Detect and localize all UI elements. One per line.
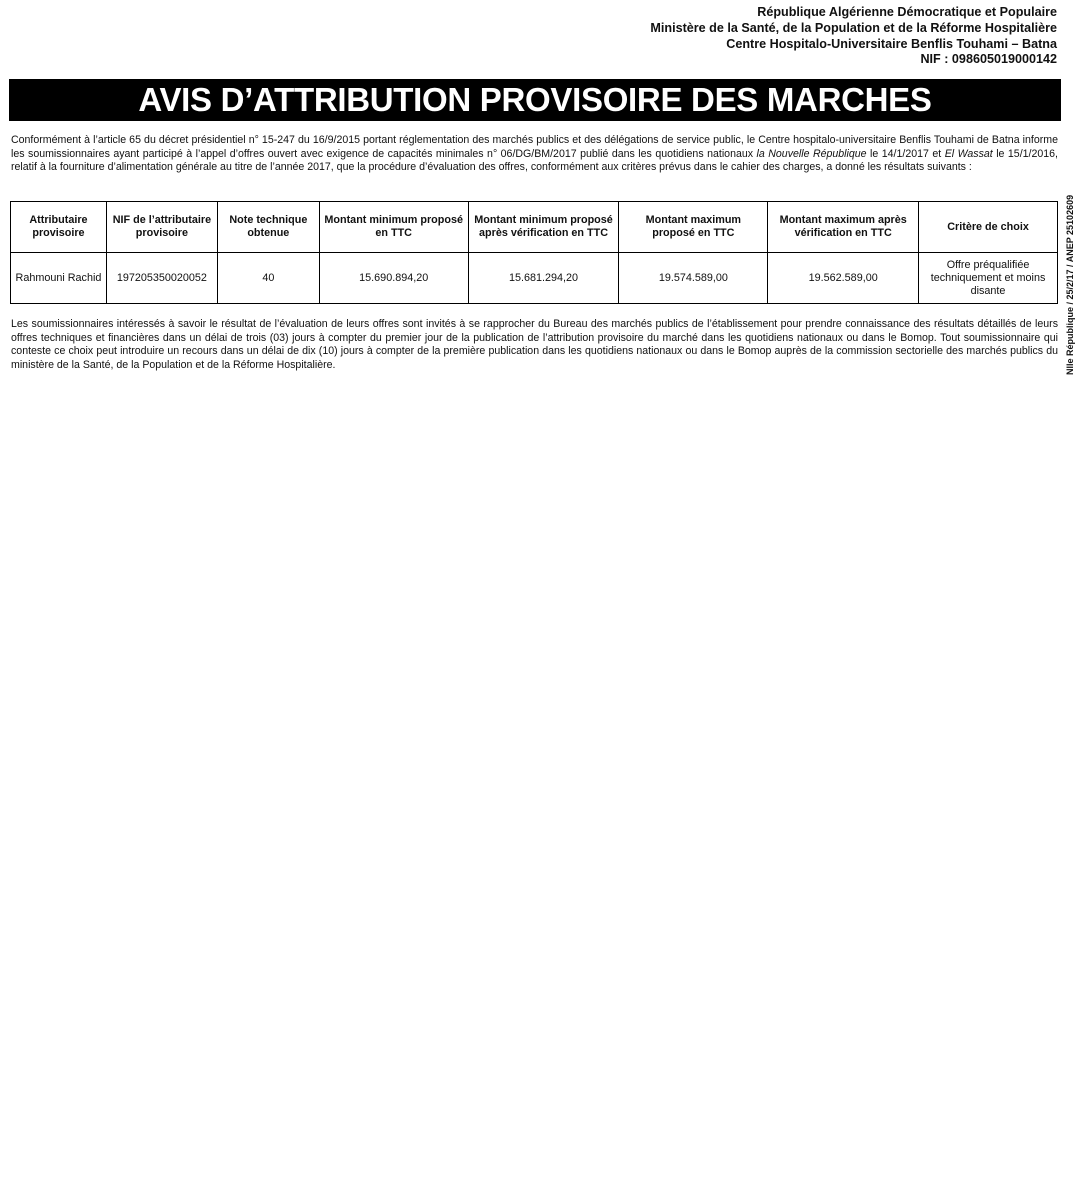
header-ministry: Ministère de la Santé, de la Population et de la Réforme Hospitalière xyxy=(650,20,1057,35)
col-header-critere: Critère de choix xyxy=(919,202,1058,253)
header-nif: NIF : 098605019000142 xyxy=(920,52,1057,67)
col-header-attributaire: Attributaire provisoire xyxy=(11,202,107,253)
cell-critere: Offre préqualifiée techniquement et moins disante xyxy=(919,253,1058,304)
cell-min-verif: 15.681.294,20 xyxy=(468,253,619,304)
intro-paragraph xyxy=(11,134,1058,175)
outro-paragraph: Les soumissionnaires intéressés à savoir le résultat de l’évaluation de leurs offres sont invités à se rapprocher du Bureau des marchés publics de l’établissement pour prendre connaissance des résultats détaillés de leurs offres techniques et financières dans un délai de trois (03) jours à compter du premier jour de la publication de l’attribution provisoire du marché dans les quotidiens nationaux ou dans le Bomop. Tout soumissionnaire qui conteste ce choix peut introduire un recours dans un délai de dix (10) jours à compter de la première publication dans les quotidiens nationaux ou dans le Bomop auprès de la commission sectorielle des marchés publics du ministère de la Santé, de la Population et de la Réforme Hospitalière. xyxy=(11,318,1058,372)
header-republic: République Algérienne Démocratique et Populaire xyxy=(757,5,1057,19)
col-header-max-verif: Montant maximum après vérification en TTC xyxy=(768,202,919,253)
newspaper-name-1: la Nouvelle République xyxy=(756,147,867,160)
cell-attributaire: Rahmouni Rachid xyxy=(11,253,107,304)
publication-reference: Nlle République / 25/2/17 / ANEP 25102609 xyxy=(1065,194,1075,375)
col-header-note: Note technique obtenue xyxy=(217,202,319,253)
cell-note: 40 xyxy=(217,253,319,304)
col-header-nif: NIF de l’attributaire provisoire xyxy=(106,202,217,253)
cell-min-ttc: 15.690.894,20 xyxy=(319,253,468,304)
intro-text-2: le 14/1/2017 et xyxy=(866,147,945,160)
table-row xyxy=(11,253,1058,304)
cell-nif: 197205350020052 xyxy=(106,253,217,304)
cell-max-verif: 19.562.589,00 xyxy=(768,253,919,304)
col-header-max-ttc: Montant maximum proposé en TTC xyxy=(619,202,768,253)
header-hospital: Centre Hospitalo-Universitaire Benflis Touhami – Batna xyxy=(726,36,1057,51)
intro-text-3: le 15/1/2016, relatif à la fourniture d’alimentation générale au titre de l’année 2017, que la procédure d’évaluation des offres, conformément aux critères prévus dans le cahier des charges, a donné les résultats suivants : xyxy=(11,147,1058,174)
col-header-min-verif: Montant minimum proposé après vérification en TTC xyxy=(468,202,619,253)
cell-max-ttc: 19.574.589,00 xyxy=(619,253,768,304)
issuer-header xyxy=(650,5,1057,68)
newspaper-name-2: El Wassat xyxy=(944,147,993,160)
table-header-row xyxy=(11,202,1058,253)
notice-title: AVIS D’ATTRIBUTION PROVISOIRE DES MARCHES xyxy=(9,79,1061,121)
intro-text-1: Conformément à l’article 65 du décret présidentiel n° 15-247 du 16/9/2015 portant réglementation des marchés publics et des délégations de service public, le Centre hospitalo-universitaire Benflis Touhami de Batna informe les soumissionnaires ayant participé à l’appel d’offres ouvert avec exigence de capacités minimales n° 06/DG/BM/2017 publié dans les quotidiens nationaux xyxy=(11,134,1058,160)
results-table xyxy=(10,201,1058,304)
col-header-min-ttc: Montant minimum proposé en TTC xyxy=(319,202,468,253)
